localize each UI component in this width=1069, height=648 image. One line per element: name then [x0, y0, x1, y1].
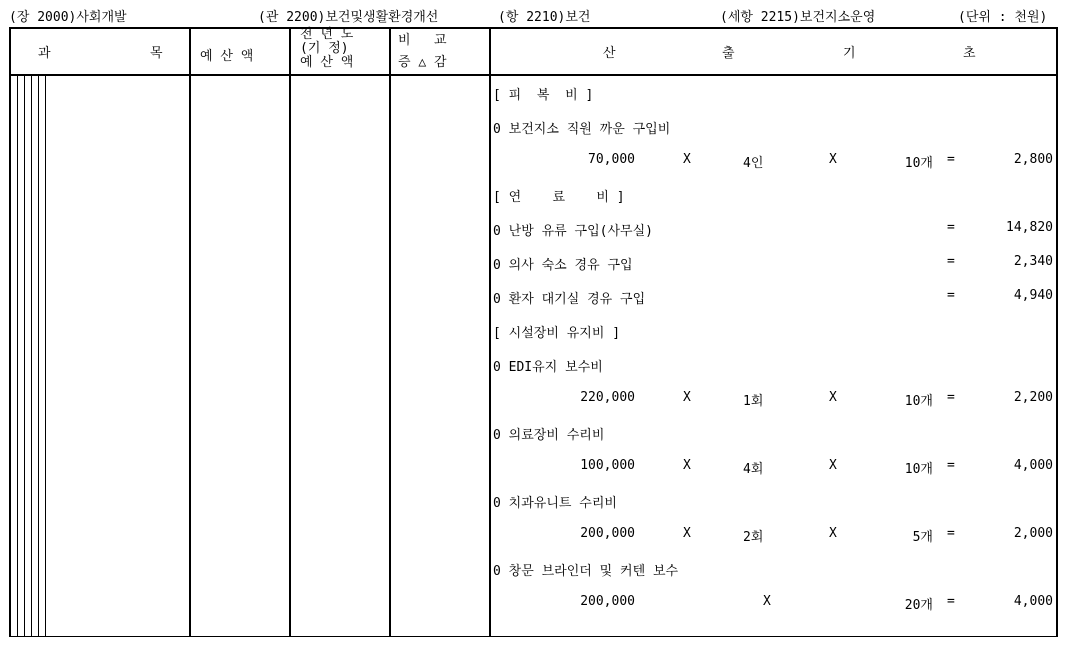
header-basis-2: 출 [722, 46, 735, 61]
multiply-sign: X [683, 526, 691, 541]
header-basis-4: 초 [963, 46, 976, 61]
equals-sign: = [947, 526, 955, 541]
item-label: 0 의료장비 수리비 [493, 428, 605, 443]
subject-subline [31, 75, 32, 637]
quantity: 4인 [743, 156, 764, 171]
col-divider [389, 27, 391, 637]
item-row [493, 254, 1055, 276]
unit-price: 100,000 [580, 458, 635, 473]
unit-label: (단위 : 천원) [958, 10, 1048, 25]
item-row [493, 560, 1055, 582]
col-divider [189, 27, 191, 637]
subject-subline [17, 75, 18, 637]
multiply-sign: X [683, 152, 691, 167]
header-budget: 예 산 액 [200, 49, 254, 64]
section-title: [ 연 료 비 ] [493, 190, 625, 205]
section-row [493, 84, 1055, 106]
gwan-label: (관 2200)보건및생활환경개선 [258, 10, 439, 25]
header-prev-year: 전 년 도 (기 정) 예 산 액 [300, 27, 354, 70]
multiply-sign: X [829, 390, 837, 405]
quantity: 4회 [743, 462, 764, 477]
header-compare: 비 교 증 △ 감 [398, 33, 447, 70]
item-row [493, 492, 1055, 514]
item-label: 0 환자 대기실 경유 구입 [493, 292, 646, 307]
header-basis-3: 기 [843, 46, 856, 61]
count: 20개 [904, 598, 933, 613]
count: 10개 [904, 394, 933, 409]
item-label: 0 난방 유류 구입(사무실) [493, 224, 653, 239]
equals-sign: = [947, 390, 955, 405]
multiply-sign: X [829, 458, 837, 473]
count: 10개 [904, 462, 933, 477]
calc-row [493, 458, 1055, 480]
equals-sign: = [947, 458, 955, 473]
col-divider [289, 27, 291, 637]
multiply-sign: X [829, 526, 837, 541]
calc-row [493, 594, 1055, 616]
jang-label: (장 2000)사회개발 [9, 10, 127, 25]
unit-price: 200,000 [580, 526, 635, 541]
amount: 4,000 [1013, 594, 1053, 609]
amount: 2,800 [1013, 152, 1053, 167]
amount: 4,940 [1013, 288, 1053, 303]
count: 10개 [904, 156, 933, 171]
amount: 2,200 [1013, 390, 1053, 405]
unit-price: 70,000 [588, 152, 635, 167]
col-divider [489, 27, 491, 637]
count: 5개 [912, 530, 933, 545]
item-row [493, 118, 1055, 140]
header-divider [9, 74, 1058, 76]
item-label: 0 창문 브라인더 및 커텐 보수 [493, 564, 679, 579]
multiply-sign: X [683, 458, 691, 473]
section-title: [ 시설장비 유지비 ] [493, 326, 621, 341]
item-label: 0 의사 숙소 경유 구입 [493, 258, 633, 273]
equals-sign: = [947, 152, 955, 167]
calc-row [493, 390, 1055, 412]
quantity: 1회 [743, 394, 764, 409]
section-row [493, 322, 1055, 344]
unit-price: 200,000 [580, 594, 635, 609]
unit-price: 220,000 [580, 390, 635, 405]
calc-row [493, 152, 1055, 174]
equals-sign: = [947, 594, 955, 609]
sehang-label: (세항 2215)보건지소운영 [720, 10, 876, 25]
equals-sign: = [947, 220, 955, 235]
calc-row [493, 526, 1055, 548]
amount: 4,000 [1013, 458, 1053, 473]
multiply-sign: X [829, 152, 837, 167]
amount: 2,340 [1013, 254, 1053, 269]
quantity: 2회 [743, 530, 764, 545]
item-label: 0 EDI유지 보수비 [493, 360, 603, 375]
subject-subline [24, 75, 25, 637]
equals-sign: = [947, 288, 955, 303]
item-row [493, 424, 1055, 446]
amount: 14,820 [1006, 220, 1053, 235]
equals-sign: = [947, 254, 955, 269]
section-title: [ 피 복 비 ] [493, 88, 594, 103]
subject-subline [45, 75, 46, 637]
item-label: 0 보건지소 직원 까운 구입비 [493, 122, 671, 137]
item-row [493, 220, 1055, 242]
item-row [493, 356, 1055, 378]
item-row [493, 288, 1055, 310]
header-subject-1: 과 [38, 46, 51, 61]
subject-subline [38, 75, 39, 637]
section-row [493, 186, 1055, 208]
quantity: X [763, 594, 771, 609]
header-basis-1: 산 [603, 46, 616, 61]
hang-label: (항 2210)보건 [498, 10, 591, 25]
item-label: 0 치과유니트 수리비 [493, 496, 617, 511]
header-subject-2: 목 [150, 46, 163, 61]
multiply-sign: X [683, 390, 691, 405]
amount: 2,000 [1013, 526, 1053, 541]
table-bottom-line [9, 636, 1058, 637]
